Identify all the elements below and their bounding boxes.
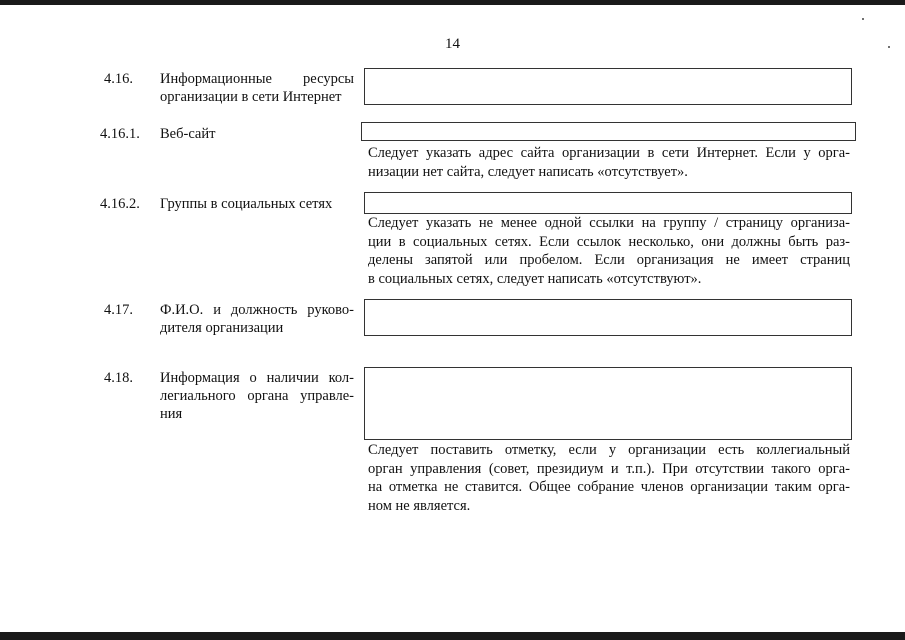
hint-line: орган управления (совет, президиум и т.п.). При отсутствии такого орга- bbox=[368, 460, 850, 477]
hint-line: в социальных сетях, следует написать «отсутствуют». bbox=[368, 270, 702, 287]
item-label bbox=[160, 125, 215, 143]
hint-line: Следует указать адрес сайта организации в сети Интернет. Если у орга- bbox=[368, 145, 850, 161]
hint-line: Следует указать не менее одной ссылки на группу / страницу организа- bbox=[368, 215, 850, 231]
website-hint bbox=[368, 144, 850, 181]
hint-line: Следует поставить отметку, если у организации есть коллегиальный bbox=[368, 442, 850, 458]
item-number: 4.16.2. bbox=[100, 196, 140, 212]
label-line: Веб-сайт bbox=[160, 126, 216, 142]
website-input[interactable] bbox=[361, 122, 856, 141]
scan-top-edge bbox=[0, 0, 905, 5]
hint-line: на отметка не ставится. Общее собрание членов организации таким орга- bbox=[368, 479, 850, 495]
label-line: ния bbox=[160, 406, 183, 422]
item-number: 4.16.1. bbox=[100, 126, 140, 142]
item-number: 4.16. bbox=[104, 71, 133, 87]
collegial-body-field[interactable] bbox=[364, 367, 852, 440]
hint-line: ции в социальных сетях. Если ссылок несколько, они должны быть раз- bbox=[368, 233, 850, 250]
hint-line: делены запятой или пробелом. Если организация не имеет страниц bbox=[368, 252, 850, 268]
hint-line: ном не является. bbox=[368, 497, 471, 514]
label-line: Информационные ресурсы bbox=[160, 71, 354, 87]
label-line: организации в сети Интернет bbox=[160, 89, 342, 105]
item-label bbox=[160, 301, 354, 337]
hint-line: низации нет сайта, следует написать «отсутствует». bbox=[368, 163, 688, 180]
collegial-body-hint bbox=[368, 441, 850, 515]
internet-resources-field[interactable] bbox=[364, 68, 852, 105]
item-label bbox=[160, 70, 354, 106]
item-number: 4.17. bbox=[104, 302, 133, 318]
item-number: 4.18. bbox=[104, 370, 133, 386]
social-groups-hint bbox=[368, 214, 850, 288]
social-groups-input[interactable] bbox=[364, 192, 852, 214]
scan-bottom-edge bbox=[0, 632, 905, 640]
label-line: дителя организации bbox=[160, 320, 284, 336]
scan-speck bbox=[862, 18, 864, 20]
item-label bbox=[160, 195, 332, 213]
label-line: Группы в социальных сетях bbox=[160, 196, 333, 212]
scan-speck bbox=[888, 46, 890, 48]
page-number: 14 bbox=[445, 36, 460, 52]
label-line: Ф.И.О. и должность руково- bbox=[160, 302, 354, 318]
label-line: Информация о наличии кол- bbox=[160, 370, 354, 386]
head-name-position-field[interactable] bbox=[364, 299, 852, 336]
label-line: легиального органа управле- bbox=[160, 388, 354, 404]
item-label bbox=[160, 369, 354, 423]
